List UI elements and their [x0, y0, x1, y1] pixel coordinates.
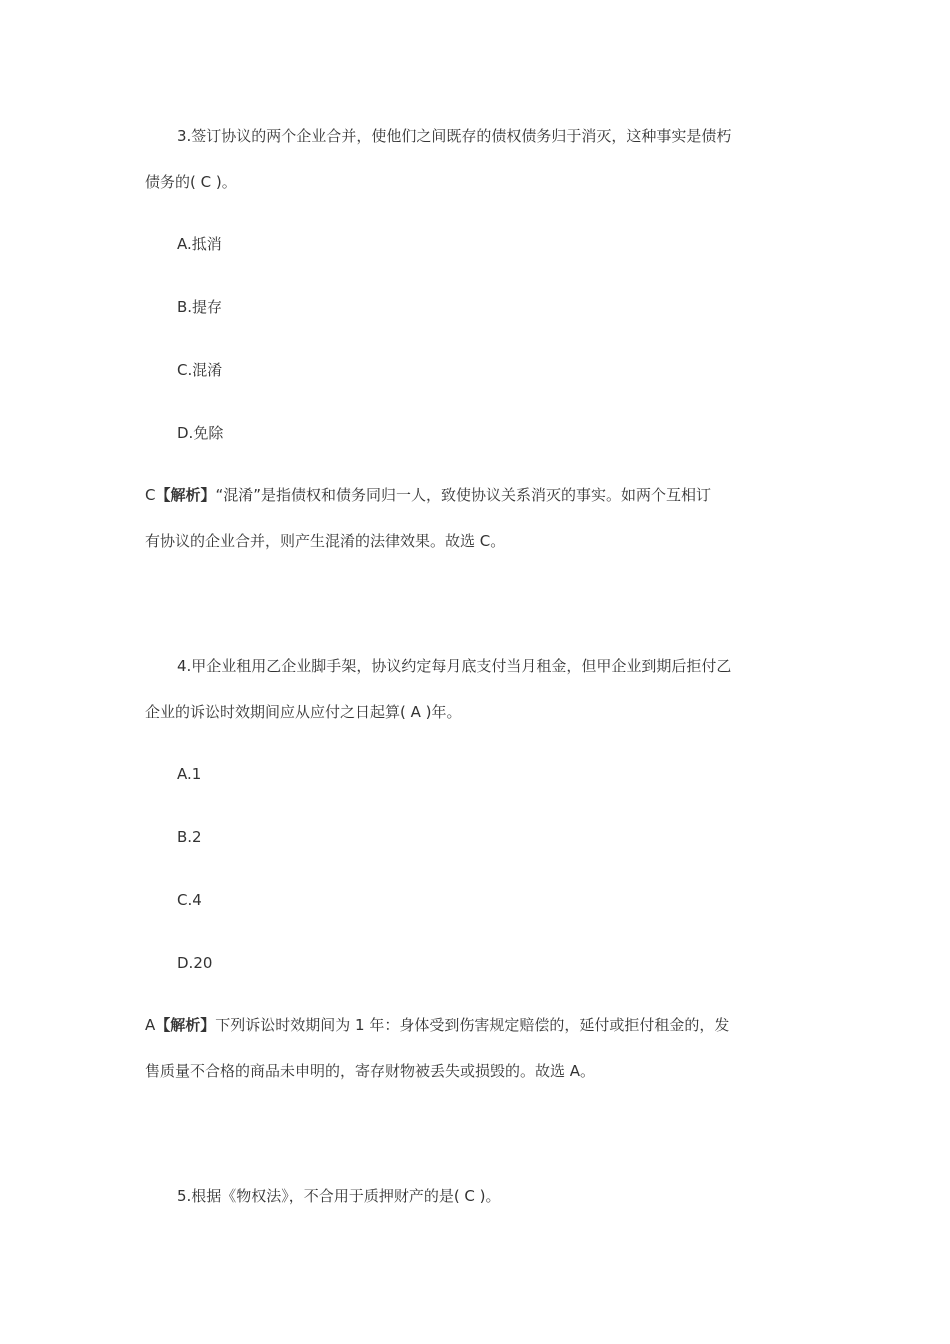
question-4-stem-line-2: 企业的诉讼时效期间应从应付之日起算( A )年。 — [145, 703, 462, 721]
question-3-stem-line-1: 3.签订协议的两个企业合并，使他们之间既存的债权债务归于消灭，这种事实是债朽 — [177, 127, 732, 145]
question-4-option-c: C.4 — [177, 891, 202, 909]
question-3-analysis-line-1 — [145, 484, 711, 506]
question-3-stem-line-2: 债务的( C )。 — [145, 173, 237, 191]
question-4-option-b: B.2 — [177, 828, 202, 846]
question-4-analysis-text-1: 下列诉讼时效期间为 1 年：身体受到伤害规定赔偿的，延付或拒付租金的，发 — [215, 1016, 730, 1034]
question-4-option-d: D.20 — [177, 954, 213, 972]
question-4-option-a: A.1 — [177, 765, 202, 783]
question-3-option-d: D.免除 — [177, 424, 224, 442]
question-3-analysis-line-2: 有协议的企业合并，则产生混淆的法律效果。故选 C。 — [145, 532, 506, 550]
question-4-analysis-line-2: 售质量不合格的商品未申明的，寄存财物被丢失或损毁的。故选 A。 — [145, 1062, 596, 1080]
question-3-option-a: A.抵消 — [177, 235, 222, 253]
question-3-answer: C — [145, 486, 156, 504]
question-3-option-c: C.混淆 — [177, 361, 223, 379]
question-5-stem-line-1: 5.根据《物权法》，不合用于质押财产的是( C )。 — [177, 1187, 501, 1205]
question-3-option-b: B.提存 — [177, 298, 223, 316]
question-4-stem-line-1: 4.甲企业租用乙企业脚手架，协议约定每月底支付当月租金，但甲企业到期后拒付乙 — [177, 657, 732, 675]
question-3-analysis-tag: 【解析】 — [155, 486, 216, 504]
question-3-analysis-text-1: “混淆”是指债权和债务同归一人，致使协议关系消灭的事实。如两个互相订 — [215, 486, 712, 504]
question-4-answer: A — [145, 1016, 156, 1034]
question-4-analysis-line-1 — [145, 1014, 729, 1036]
question-4-analysis-tag: 【解析】 — [155, 1016, 216, 1034]
